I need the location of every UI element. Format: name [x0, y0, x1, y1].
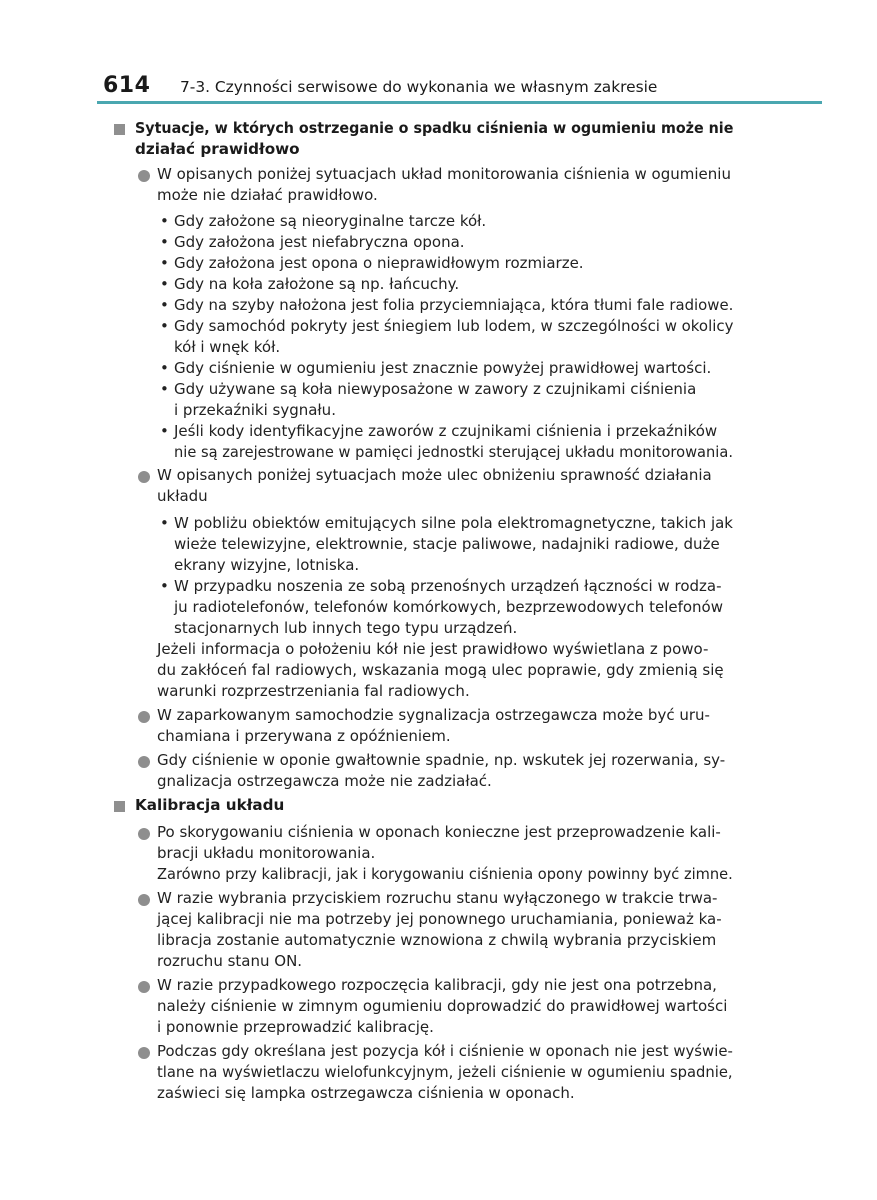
paragraph-line: warunki rozprzestrzeniania fal radiowych.	[157, 682, 470, 700]
list-item: W przypadku noszenia ze sobą przenośnych urządzeń łączności w rodza-	[174, 577, 722, 595]
paragraph-line: Gdy ciśnienie w oponie gwałtownie spadnie, np. wskutek jej rozerwania, sy-	[157, 751, 726, 769]
list-item-continuation: kół i wnęk kół.	[174, 338, 281, 356]
bullet-dot-icon: •	[160, 233, 169, 251]
paragraph-line: chamiana i przerywana z opóźnieniem.	[157, 727, 451, 745]
chapter-title: 7-3. Czynności serwisowe do wykonania we własnym zakresie	[180, 78, 658, 96]
bullet-dot-icon: •	[160, 275, 169, 293]
list-item: Gdy założone są nieoryginalne tarcze kół.	[174, 212, 487, 230]
list-item: Gdy używane są koła niewyposażone w zawory z czujnikami ciśnienia	[174, 380, 697, 398]
list-item: W pobliżu obiektów emitujących silne pola elektromagnetyczne, takich jak	[174, 514, 733, 532]
list-item: Gdy na koła założone są np. łańcuchy.	[174, 275, 460, 293]
list-item-continuation: ekrany wizyjne, lotniska.	[174, 556, 360, 574]
bullet-circle-icon	[138, 981, 150, 993]
bullet-circle-icon	[138, 894, 150, 906]
section-heading: Kalibracja układu	[135, 796, 285, 814]
bullet-dot-icon: •	[160, 296, 169, 314]
paragraph-line: zaświeci się lampka ostrzegawcza ciśnienia w oponach.	[157, 1084, 575, 1102]
paragraph-line: Po skorygowaniu ciśnienia w oponach konieczne jest przeprowadzenie kali-	[157, 823, 721, 841]
paragraph-line: Podczas gdy określana jest pozycja kół i ciśnienie w oponach nie jest wyświe-	[157, 1042, 733, 1060]
paragraph-line: może nie działać prawidłowo.	[157, 186, 378, 204]
paragraph-line: tlane na wyświetlaczu wielofunkcyjnym, jeżeli ciśnienie w ogumieniu spadnie,	[157, 1063, 733, 1081]
paragraph-line: libracja zostanie automatycznie wznowiona z chwilą wybrania przyciskiem	[157, 931, 717, 949]
page-header	[0, 0, 877, 110]
paragraph-line: W opisanych poniżej sytuacjach układ monitorowania ciśnienia w ogumieniu	[157, 165, 731, 183]
list-item: Gdy na szyby nałożona jest folia przyciemniająca, która tłumi fale radiowe.	[174, 296, 734, 314]
paragraph-line: gnalizacja ostrzegawcza może nie zadziałać.	[157, 772, 492, 790]
paragraph-line: Jeżeli informacja o położeniu kół nie jest prawidłowo wyświetlana z powo-	[157, 640, 709, 658]
paragraph-line: jącej kalibracji nie ma potrzeby jej ponownego uruchamiania, ponieważ ka-	[157, 910, 722, 928]
bullet-dot-icon: •	[160, 514, 169, 532]
bullet-dot-icon: •	[160, 254, 169, 272]
bullet-dot-icon: •	[160, 359, 169, 377]
section-square-icon	[114, 801, 125, 812]
paragraph-line: W zaparkowanym samochodzie sygnalizacja ostrzegawcza może być uru-	[157, 706, 710, 724]
paragraph-line: Zarówno przy kalibracji, jak i korygowaniu ciśnienia opony powinny być zimne.	[157, 865, 733, 883]
bullet-dot-icon: •	[160, 317, 169, 335]
list-item-continuation: i przekaźniki sygnału.	[174, 401, 336, 419]
bullet-circle-icon	[138, 1047, 150, 1059]
bullet-circle-icon	[138, 170, 150, 182]
list-item-continuation: ju radiotelefonów, telefonów komórkowych, bezprzewodowych telefonów	[174, 598, 723, 616]
paragraph-line: W opisanych poniżej sytuacjach może ulec obniżeniu sprawność działania	[157, 466, 712, 484]
list-item: Jeśli kody identyfikacyjne zaworów z czujnikami ciśnienia i przekaźników	[174, 422, 718, 440]
bullet-dot-icon: •	[160, 212, 169, 230]
list-item: Gdy ciśnienie w ogumieniu jest znacznie powyżej prawidłowej wartości.	[174, 359, 712, 377]
section-square-icon	[114, 124, 125, 135]
list-item-continuation: nie są zarejestrowane w pamięci jednostki sterującej układu monitorowania.	[174, 443, 733, 461]
list-item-continuation: wieże telewizyjne, elektrownie, stacje paliwowe, nadajniki radiowe, duże	[174, 535, 720, 553]
paragraph-line: W razie przypadkowego rozpoczęcia kalibracji, gdy nie jest ona potrzebna,	[157, 976, 717, 994]
page-number: 614	[103, 73, 151, 98]
paragraph-line: bracji układu monitorowania.	[157, 844, 376, 862]
section-heading-line: działać prawidłowo	[135, 140, 300, 158]
section-heading-line: Sytuacje, w których ostrzeganie o spadku ciśnienia w ogumieniu może nie	[135, 119, 734, 137]
paragraph-line: du zakłóceń fal radiowych, wskazania mogą ulec poprawie, gdy zmienią się	[157, 661, 724, 679]
bullet-circle-icon	[138, 828, 150, 840]
list-item: Gdy założona jest opona o nieprawidłowym rozmiarze.	[174, 254, 584, 272]
bullet-dot-icon: •	[160, 380, 169, 398]
paragraph-line: W razie wybrania przyciskiem rozruchu stanu wyłączonego w trakcie trwa-	[157, 889, 718, 907]
list-item-continuation: stacjonarnych lub innych tego typu urządzeń.	[174, 619, 518, 637]
list-item: Gdy samochód pokryty jest śniegiem lub lodem, w szczególności w okolicy	[174, 317, 734, 335]
paragraph-line: i ponownie przeprowadzić kalibrację.	[157, 1018, 434, 1036]
paragraph-line: układu	[157, 487, 208, 505]
header-divider	[97, 101, 822, 104]
paragraph-line: rozruchu stanu ON.	[157, 952, 303, 970]
bullet-dot-icon: •	[160, 577, 169, 595]
paragraph-line: należy ciśnienie w zimnym ogumieniu doprowadzić do prawidłowej wartości	[157, 997, 728, 1015]
bullet-dot-icon: •	[160, 422, 169, 440]
bullet-circle-icon	[138, 711, 150, 723]
bullet-circle-icon	[138, 471, 150, 483]
bullet-circle-icon	[138, 756, 150, 768]
list-item: Gdy założona jest niefabryczna opona.	[174, 233, 465, 251]
